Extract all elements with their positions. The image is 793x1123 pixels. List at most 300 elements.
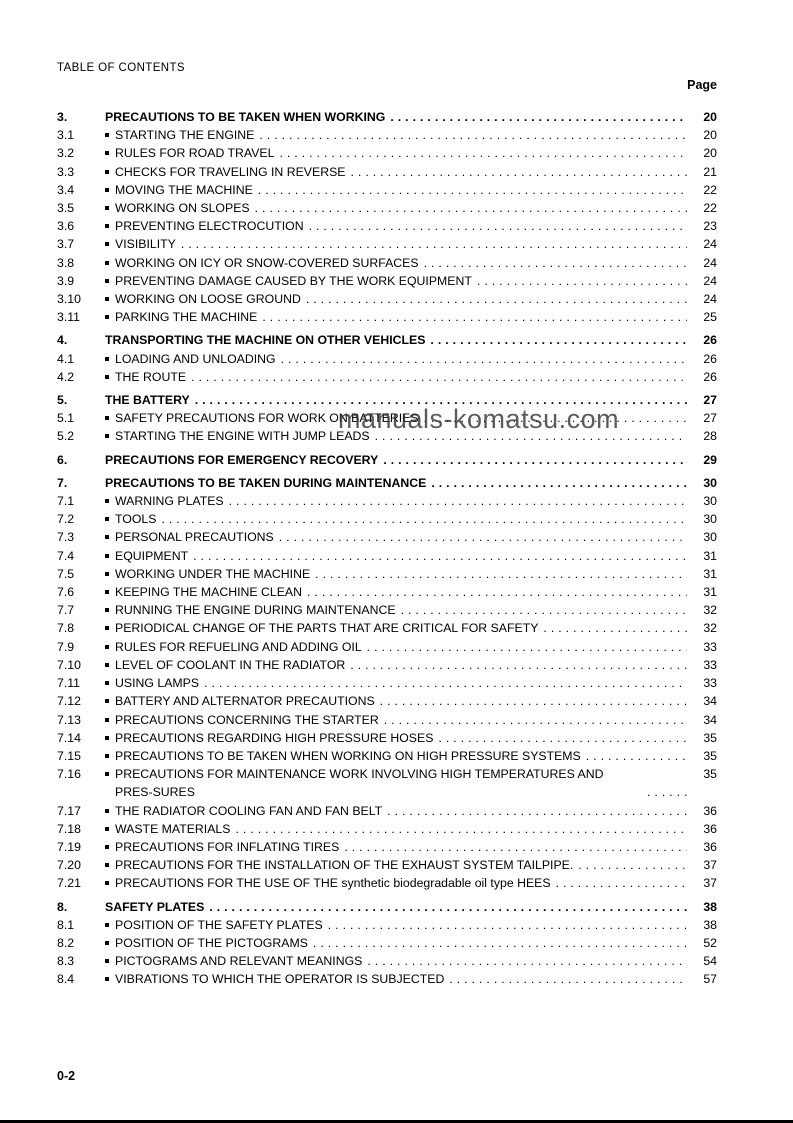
toc-entry-title: PRECAUTIONS FOR EMERGENCY RECOVERY [105,452,379,467]
bullet-icon [105,692,115,710]
toc-entry [57,952,717,970]
toc-entry-title: THE RADIATOR COOLING FAN AND FAN BELT [115,803,383,818]
toc-entry-title: VISIBILITY [115,237,176,252]
toc-entry [57,181,717,199]
dot-leader [255,199,687,217]
toc-entry-body [105,692,717,710]
toc-entry-body [105,656,717,674]
toc-entry-title: USING LAMPS [115,676,200,691]
toc-entry-body [105,838,717,856]
dot-leader [279,144,687,162]
toc-entry-number: 7.6 [57,585,75,600]
toc-entry-title: WORKING ON ICY OR SNOW-COVERED SURFACES [115,255,419,270]
toc-entry-number: 5.1 [57,411,75,426]
toc-entry-page: 24 [703,237,717,252]
toc-entry-body [105,235,717,253]
toc-entry [57,711,717,729]
toc-entry [57,272,717,290]
toc-entry-title: PRECAUTIONS FOR MAINTENANCE WORK INVOLVING HIGH TEMPERATURES AND PRES-SURES [115,767,604,800]
bullet-icon [105,199,115,217]
toc-entry-body [105,199,717,217]
toc-entry-page: 32 [703,621,717,636]
bullet-icon [105,952,115,970]
toc-entry-number: 7.13 [57,712,81,727]
toc-entry-number: 7.3 [57,530,75,545]
dot-leader [431,474,687,492]
toc-entry-number: 3.1 [57,128,75,143]
toc-entry-body [105,126,717,144]
toc-entry-page: 54 [703,954,717,969]
toc-entry-number: 3. [57,110,68,124]
dot-leader [204,674,687,692]
toc-entry-title: EQUIPMENT [115,548,189,563]
dot-leader [380,692,687,710]
bullet-icon [105,874,115,892]
toc-entry [57,565,717,583]
bullet-icon [105,308,115,326]
toc-entry [57,820,717,838]
toc-entry-title: TOOLS [115,512,157,527]
dot-leader [235,820,687,838]
dot-leader [279,528,687,546]
bullet-icon [105,235,115,253]
dot-leader [209,898,687,916]
toc-entry [57,874,717,892]
toc-entry-title: PREVENTING DAMAGE CAUSED BY THE WORK EQUIPMENT [115,273,472,288]
toc-entry-page: 57 [703,972,717,987]
toc-entry-page: 36 [703,803,717,818]
dot-leader [390,108,687,126]
toc-entry [57,474,717,492]
toc-entry-page: 23 [703,219,717,234]
toc-entry-number: 7.12 [57,694,81,709]
toc-entry-number: 8. [57,899,68,914]
toc-entry [57,235,717,253]
toc-entry-number: 3.11 [57,310,81,325]
toc-entry [57,674,717,692]
toc-entry-number: 7. [57,475,68,490]
toc-entry-number: 7.21 [57,876,81,891]
dot-leader [477,272,687,290]
bullet-icon [105,350,115,368]
toc-entry [57,217,717,235]
page-column-label: Page [687,78,717,92]
toc-entry-title: SAFETY PLATES [105,899,205,914]
toc-entry [57,510,717,528]
dot-leader [328,916,687,934]
toc-entry-body [105,350,717,368]
toc-entry-body [105,674,717,692]
toc-entry [57,856,717,874]
toc-entry-body [105,217,717,235]
dot-leader [367,638,687,656]
toc-entry-page: 35 [703,767,717,782]
toc-entry-body [105,474,717,492]
footer-page-number: 0-2 [57,1069,76,1083]
toc-entry [57,692,717,710]
toc-entry-body [105,528,717,546]
bullet-icon [105,934,115,952]
toc-entry-number: 7.9 [57,639,75,654]
toc-entry-body [105,583,717,601]
toc-entry-title: PERSONAL PRECAUTIONS [115,530,274,545]
dot-leader [307,583,687,601]
toc-entry-page: 31 [703,548,717,563]
toc-entry-body [105,619,717,637]
toc-entry-number: 3.2 [57,146,75,161]
dot-leader [367,952,687,970]
toc-entry-page: 26 [703,333,717,348]
toc-entry-title: TRANSPORTING THE MACHINE ON OTHER VEHICLES [105,333,426,348]
toc-entry-body [105,970,717,988]
toc-entry-number: 7.1 [57,494,75,509]
dot-leader [181,235,687,253]
toc-entry-body [105,254,717,272]
toc-entry-number: 8.4 [57,972,75,987]
toc-entry [57,350,717,368]
toc-entry-body [105,331,717,349]
toc-entry-body [105,916,717,934]
toc-entry-title: RUNNING THE ENGINE DURING MAINTENANCE [115,603,396,618]
toc-entry-number: 3.7 [57,237,75,252]
dot-leader [313,934,687,952]
toc-entry-body [105,510,717,528]
toc-entry-page: 20 [703,128,717,143]
dot-leader [387,802,687,820]
toc-entry-number: 3.6 [57,219,75,234]
dot-leader [647,783,687,801]
bullet-icon [105,181,115,199]
toc-entry-number: 3.5 [57,201,75,216]
toc-entry-page: 31 [703,566,717,581]
toc-entry [57,838,717,856]
dot-leader [449,970,687,988]
toc-entry-title: WASTE MATERIALS [115,821,231,836]
page-title: TABLE OF CONTENTS [57,62,185,74]
toc-entry-title: PRECAUTIONS TO BE TAKEN WHEN WORKING ON HIGH PRESSURE SYSTEMS [115,748,581,763]
dot-leader [401,601,687,619]
toc-entry-title: VIBRATIONS TO WHICH THE OPERATOR IS SUBJECTED [115,972,445,987]
toc-entry [57,492,717,510]
toc-entry [57,144,717,162]
bullet-icon [105,638,115,656]
toc-entry-title: PRECAUTIONS FOR THE USE OF THE synthetic biodegradable oil type HEES [115,876,551,891]
toc-entry-body [105,820,717,838]
toc-entry-number: 3.3 [57,164,75,179]
toc-entry-page: 22 [703,201,717,216]
toc-entry-page: 36 [703,821,717,836]
toc-entry-body [105,565,717,583]
toc-entry-page: 24 [703,273,717,288]
dot-leader [430,331,687,349]
toc-entry-number: 7.8 [57,621,75,636]
bullet-icon [105,126,115,144]
bullet-icon [105,492,115,510]
toc-entry-page: 36 [703,839,717,854]
toc-entry-number: 7.17 [57,803,81,818]
bullet-icon [105,528,115,546]
toc-entry-number: 3.9 [57,273,75,288]
toc-entry-number: 8.2 [57,935,75,950]
toc-entry-body [105,952,717,970]
toc-entry [57,254,717,272]
toc-entry-page: 27 [703,393,717,408]
dot-leader [306,290,687,308]
toc-entry [57,163,717,181]
dot-leader [438,729,687,747]
bullet-icon [105,656,115,674]
toc-entry-body [105,601,717,619]
dot-leader [315,565,687,583]
toc-entry-title: POSITION OF THE SAFETY PLATES [115,917,323,932]
toc-entry-number: 7.7 [57,603,75,618]
toc-entry-body [105,492,717,510]
toc-entry-title: PRECAUTIONS TO BE TAKEN WHEN WORKING [105,110,386,124]
toc-entry-number: 5. [57,393,68,408]
bullet-icon [105,820,115,838]
toc-entry [57,331,717,349]
toc-entry-title: SAFETY PRECAUTIONS FOR WORK ON BATTERIES [115,411,419,426]
toc-entry-title: PERIODICAL CHANGE OF THE PARTS THAT ARE CRITICAL FOR SAFETY [115,621,539,636]
toc-entry-body [105,181,717,199]
toc-entry-body [105,547,717,565]
dot-leader [424,254,687,272]
toc-entry-title: KEEPING THE MACHINE CLEAN [115,585,302,600]
toc-entry [57,970,717,988]
toc-entry-title: RULES FOR ROAD TRAVEL [115,146,275,161]
toc-entry-number: 7.4 [57,548,75,563]
toc-entry-number: 7.18 [57,821,81,836]
toc-entry-title: WARNING PLATES [115,494,224,509]
toc-entry-body [105,898,717,916]
toc-entry-title: PRECAUTIONS FOR INFLATING TIRES [115,839,340,854]
toc-entry-page: 32 [703,603,717,618]
bullet-icon [105,802,115,820]
toc-entry-page: 35 [703,748,717,763]
toc-entry-page: 30 [703,512,717,527]
toc-entry-page: 31 [703,585,717,600]
toc-entry-title: MOVING THE MACHINE [115,182,253,197]
toc-entry-title: PREVENTING ELECTROCUTION [115,219,304,234]
toc-entry [57,747,717,765]
toc-entry-title: WORKING ON SLOPES [115,201,250,216]
bullet-icon [105,565,115,583]
toc-entry-number: 7.16 [57,767,81,782]
toc-entry-body [105,711,717,729]
dot-leader [281,350,687,368]
dot-leader [193,547,687,565]
bullet-icon [105,765,115,783]
toc-entry-number: 7.14 [57,730,81,745]
toc-entry-page: 34 [703,712,717,727]
toc-entry [57,308,717,326]
toc-entry [57,451,717,469]
dot-leader [556,874,687,892]
toc-entry [57,583,717,601]
toc-entry-number: 8.1 [57,917,75,932]
dot-leader [350,656,687,674]
toc-entry [57,126,717,144]
bullet-icon [105,290,115,308]
dot-leader [161,510,687,528]
dot-leader [586,747,687,765]
toc-entry [57,802,717,820]
toc-entry [57,934,717,952]
toc-entry-body [105,144,717,162]
bullet-icon [105,217,115,235]
dot-leader [384,711,687,729]
toc-entry [57,290,717,308]
toc-entry [57,729,717,747]
toc-entry-title: RULES FOR REFUELING AND ADDING OIL [115,639,362,654]
toc-entry-page: 33 [703,676,717,691]
toc-entry-number: 8.3 [57,954,75,969]
toc-entry [57,528,717,546]
toc-entry-number: 7.10 [57,657,81,672]
toc-entry-page: 29 [703,452,717,467]
bullet-icon [105,856,115,874]
bullet-icon [105,747,115,765]
toc-entry-page: 30 [703,494,717,509]
toc-entry [57,916,717,934]
toc-entry-page: 26 [703,369,717,384]
toc-entry-title: LEVEL OF COOLANT IN THE RADIATOR [115,657,346,672]
toc-entry-title: PRECAUTIONS CONCERNING THE STARTER [115,712,379,727]
toc-entry-page: 21 [703,164,717,179]
toc-entry-body [105,108,717,126]
bullet-icon [105,729,115,747]
toc-entry-number: 7.15 [57,748,81,763]
toc-entry [57,368,717,386]
bullet-icon [105,583,115,601]
toc-entry-page: 33 [703,657,717,672]
bullet-icon [105,163,115,181]
toc-entry-page: 25 [703,310,717,325]
toc-entry-number: 7.5 [57,566,75,581]
bullet-icon [105,427,115,445]
dot-leader [543,619,687,637]
toc-entry-number: 3.8 [57,255,75,270]
bullet-icon [105,916,115,934]
dot-leader [229,492,687,510]
bullet-icon [105,970,115,988]
bullet-icon [105,838,115,856]
toc-entry-body [105,290,717,308]
toc-entry-title: BATTERY AND ALTERNATOR PRECAUTIONS [115,694,375,709]
toc-entry-title: PRECAUTIONS FOR THE INSTALLATION OF THE EXHAUST SYSTEM TAILPIPE. [115,858,574,873]
toc-entry [57,547,717,565]
watermark-text: manuals-komatsu.com [338,404,620,434]
toc-entry-title: WORKING ON LOOSE GROUND [115,292,301,307]
dot-leader [259,126,687,144]
toc-entry-body [105,308,717,326]
toc-entry-page: 37 [703,858,717,873]
toc-entry-body [105,802,717,820]
toc-entry-number: 5.2 [57,429,75,444]
toc-entry-page: 22 [703,182,717,197]
toc-entry-number: 4.2 [57,369,75,384]
toc-entry-title: PRECAUTIONS REGARDING HIGH PRESSURE HOSES [115,730,434,745]
bullet-icon [105,409,115,427]
toc-entry-body [105,638,717,656]
toc-entry-number: 4.1 [57,351,75,366]
toc-entry-body [105,856,717,874]
toc-entry [57,656,717,674]
toc-entry-number: 3.4 [57,182,75,197]
toc-entry-page: 30 [703,475,717,490]
toc-entry-page: 34 [703,694,717,709]
bullet-icon [105,601,115,619]
toc-entry-number: 4. [57,333,68,348]
toc-entry-page: 27 [703,411,717,426]
toc-entry-page: 28 [703,429,717,444]
bullet-icon [105,674,115,692]
dot-leader [383,451,687,469]
toc-entry-body [105,874,717,892]
dot-leader [191,368,687,386]
toc-entry [57,638,717,656]
toc-entry-body [105,747,717,765]
bullet-icon [105,510,115,528]
bullet-icon [105,711,115,729]
toc-entry-body [105,765,717,801]
dot-leader [309,217,687,235]
toc-entry-title: THE ROUTE [115,369,187,384]
toc-entry-title: PICTOGRAMS AND RELEVANT MEANINGS [115,954,363,969]
toc-entry-page: 30 [703,530,717,545]
toc-entry-number: 7.20 [57,858,81,873]
toc-entry-title: CHECKS FOR TRAVELING IN REVERSE [115,164,346,179]
toc-entry-title: STARTING THE ENGINE WITH JUMP LEADS [115,429,370,444]
toc-entry-number: 6. [57,452,68,467]
toc-entry-page: 38 [703,917,717,932]
toc-entry [57,601,717,619]
toc-entry-number: 7.11 [57,676,81,691]
toc-list [57,103,717,989]
toc-entry-page: 20 [703,110,717,124]
toc-entry [57,199,717,217]
bullet-icon [105,144,115,162]
toc-entry-title: PARKING THE MACHINE [115,310,258,325]
toc-entry-page: 38 [703,899,717,914]
bullet-icon [105,272,115,290]
toc-entry [57,765,717,801]
toc-entry-number: 3.10 [57,292,81,307]
toc-entry-body [105,163,717,181]
toc-entry-page: 26 [703,351,717,366]
toc-entry-body [105,368,717,386]
toc-entry [57,619,717,637]
toc-entry-body [105,451,717,469]
toc-entry-title: LOADING AND UNLOADING [115,351,276,366]
dot-leader [344,838,687,856]
toc-entry-page: 33 [703,639,717,654]
bullet-icon [105,619,115,637]
toc-entry-page: 24 [703,255,717,270]
toc-entry-page: 52 [703,935,717,950]
toc-entry-body [105,272,717,290]
dot-leader [351,163,687,181]
dot-leader [578,856,687,874]
toc-entry [57,108,717,126]
toc-entry-title: THE BATTERY [105,393,190,408]
toc-entry-page: 20 [703,146,717,161]
toc-entry-body [105,729,717,747]
bullet-icon [105,254,115,272]
toc-entry-page: 24 [703,292,717,307]
toc-entry-title: STARTING THE ENGINE [115,128,255,143]
bullet-icon [105,547,115,565]
